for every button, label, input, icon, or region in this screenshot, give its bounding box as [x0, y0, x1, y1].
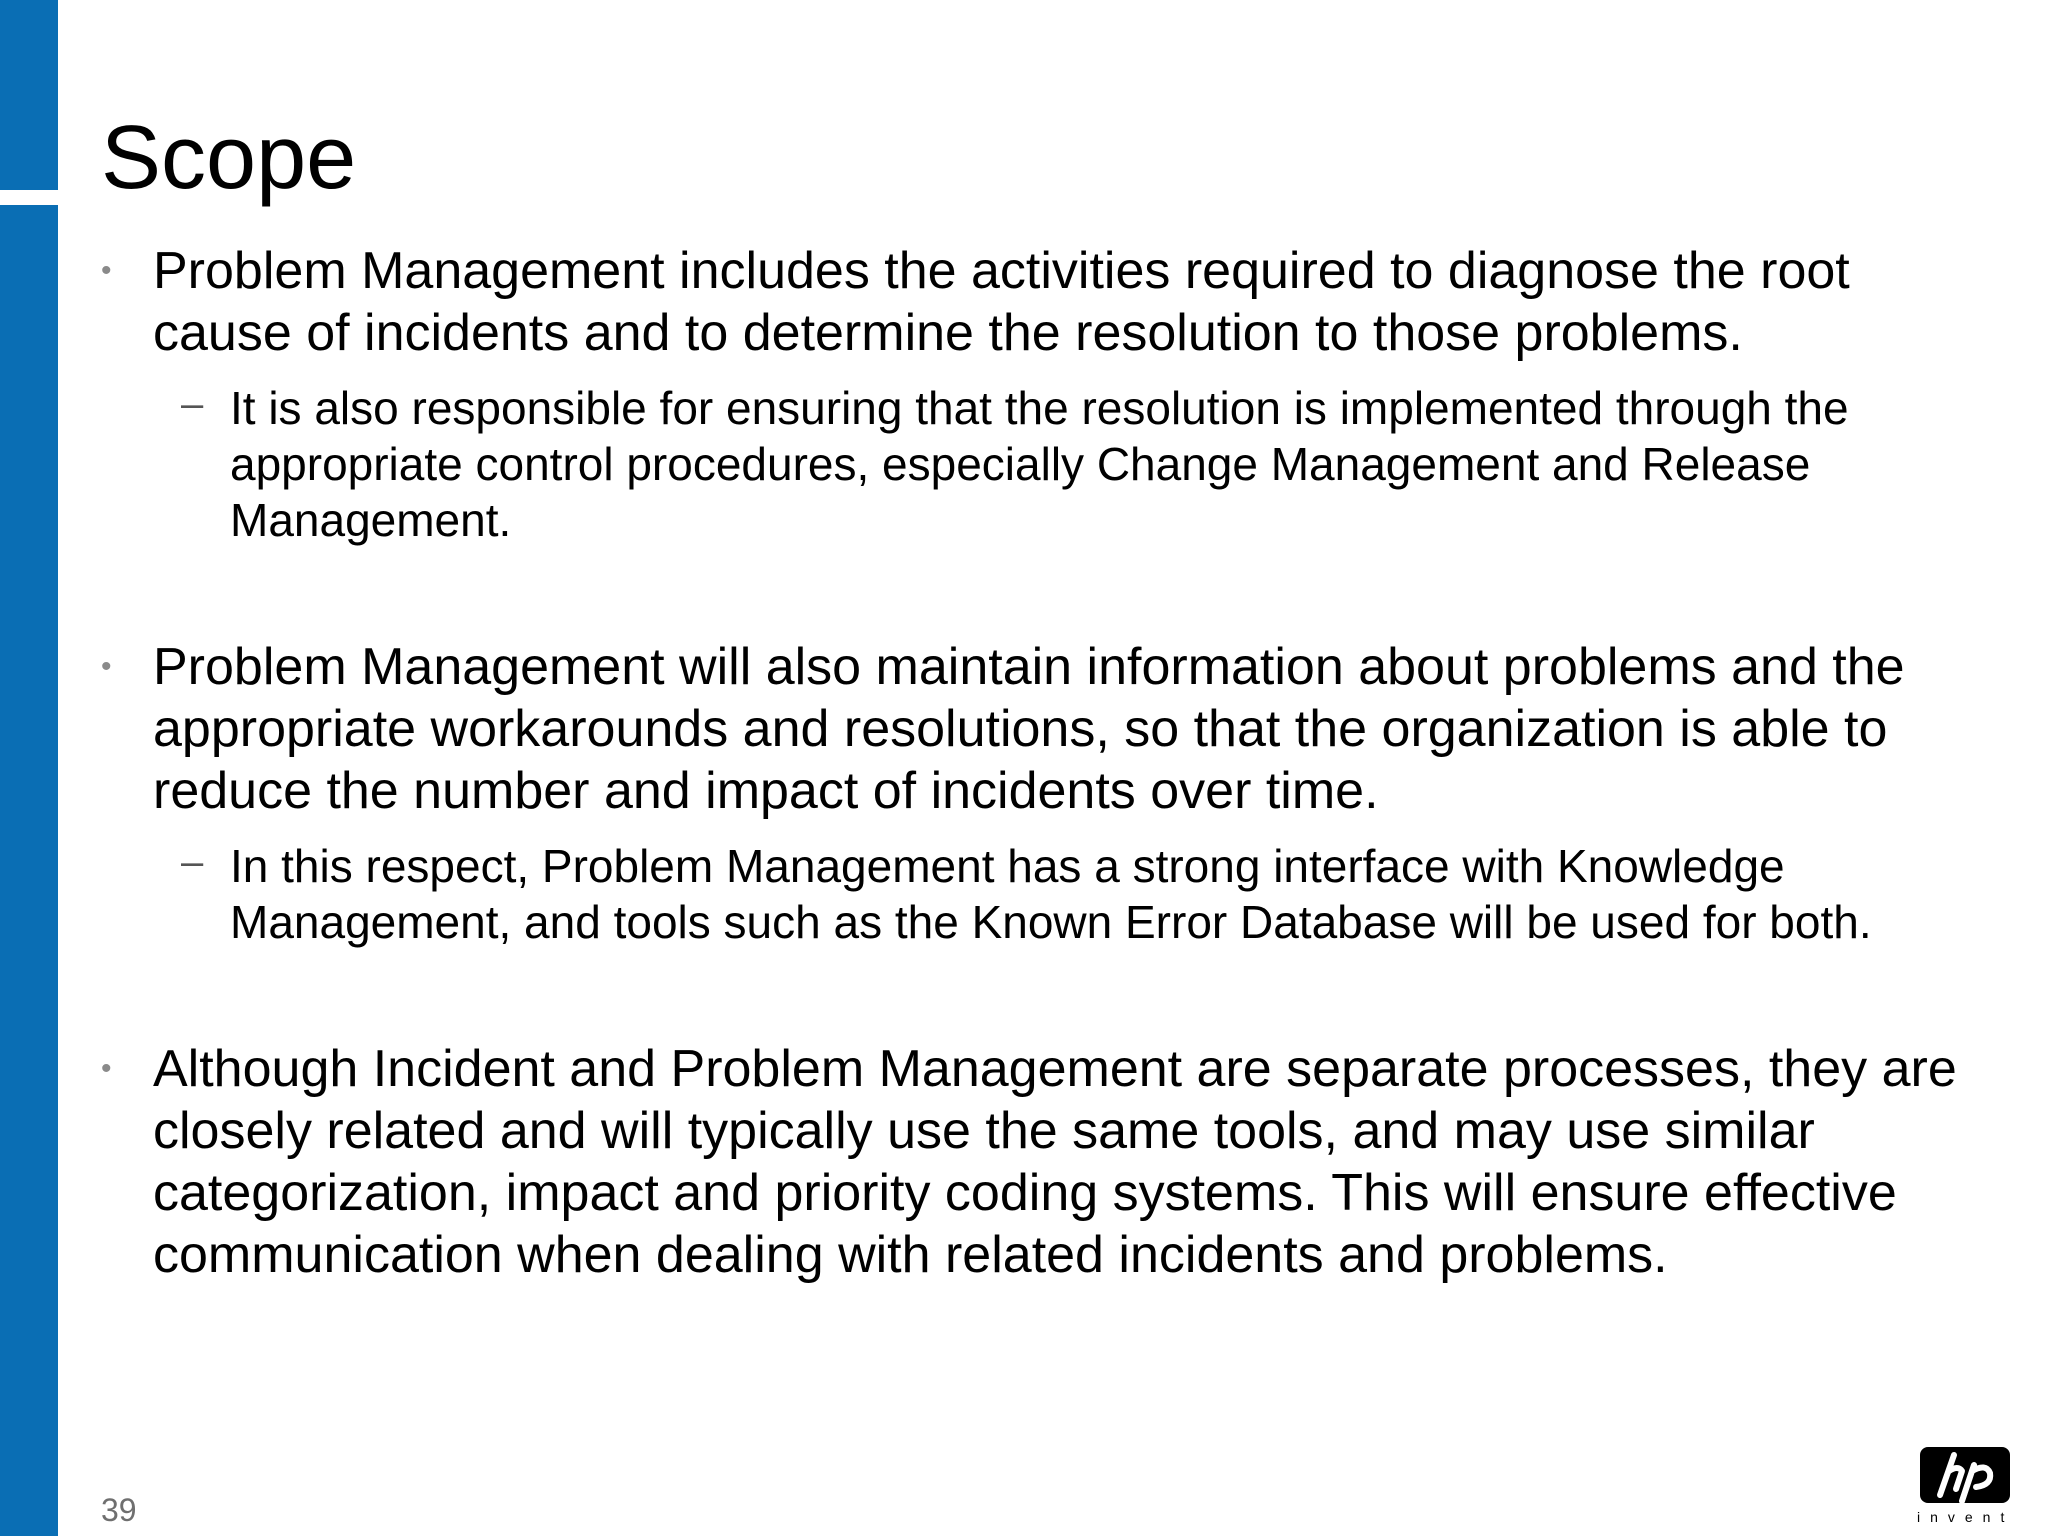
bullet-3 [101, 1038, 2001, 1286]
accent-bar-side [0, 205, 58, 1536]
hp-logo-icon [1920, 1447, 2010, 1503]
accent-bar-top [0, 0, 58, 190]
bullet-dot-icon: • [101, 1052, 112, 1085]
slide-title: Scope [101, 108, 357, 208]
bullet-3-text: Although Incident and Problem Management are separate processes, they are closely related and will typically use the same tools, and may use similar categorization, impact and priority coding systems. This will ensure effective communication when dealing with related incidents and problems. [153, 1040, 1957, 1284]
bullet-1 [101, 240, 2001, 364]
dash-icon: – [181, 382, 204, 426]
bullet-dot-icon: • [101, 254, 112, 287]
sub-bullet-1-text: It is also responsible for ensuring that the resolution is implemented through the appropriate control procedures, especially Change Management and Release Management. [230, 382, 1849, 546]
bullet-1-text: Problem Management includes the activities required to diagnose the root cause of incidents and to determine the resolution to those problems. [153, 242, 1850, 362]
logo-text: invent [1917, 1509, 2015, 1525]
slide-content [101, 240, 2001, 1286]
bullet-2 [101, 636, 2001, 822]
page-number: 39 [101, 1492, 137, 1528]
spacer [101, 548, 2001, 636]
bullet-2-text: Problem Management will also maintain information about problems and the appropriate workarounds and resolutions, so that the organization is able to reduce the number and impact of incidents over time. [153, 638, 1905, 820]
spacer [101, 950, 2001, 1038]
sub-bullet-1 [153, 380, 2001, 548]
dash-icon: – [181, 840, 204, 884]
sub-bullet-2 [153, 838, 2001, 950]
hp-logo [1917, 1447, 2013, 1527]
sub-bullet-2-text: In this respect, Problem Management has a strong interface with Knowledge Management, and tools such as the Known Error Database will be used for both. [230, 840, 1872, 948]
bullet-dot-icon: • [101, 650, 112, 683]
